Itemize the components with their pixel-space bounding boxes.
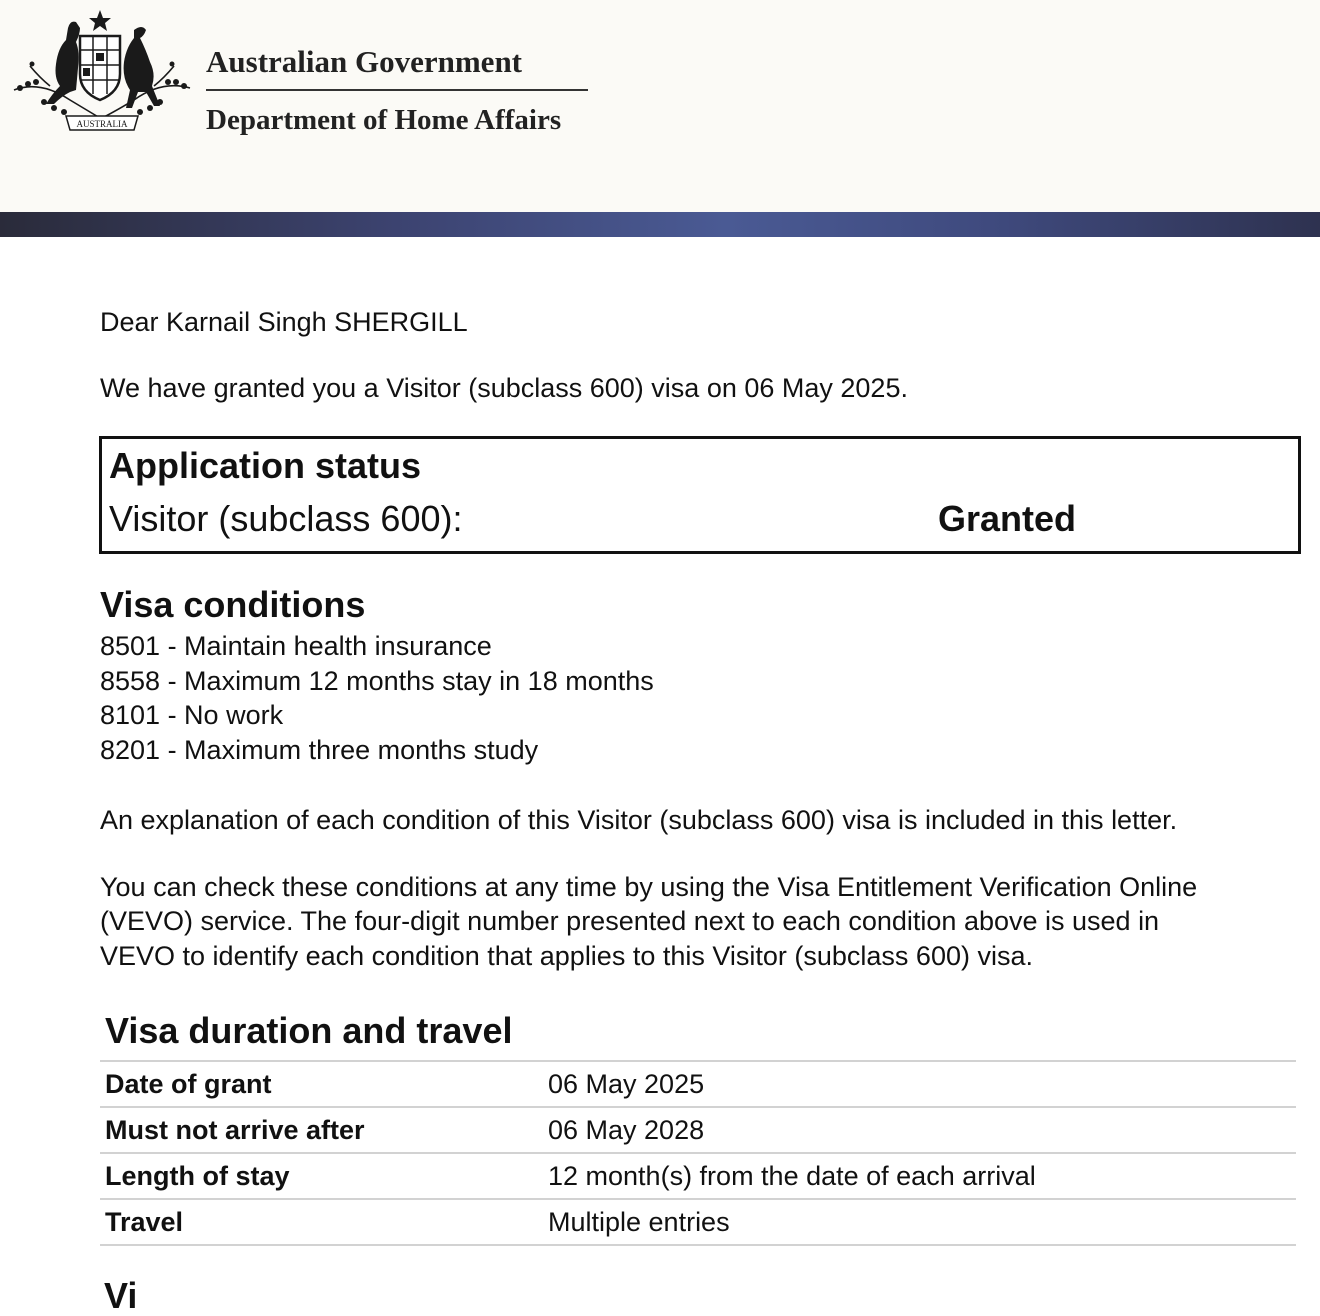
row-label: Travel: [100, 1199, 543, 1245]
row-value: 12 month(s) from the date of each arrival: [543, 1153, 1296, 1199]
row-value: Multiple entries: [543, 1199, 1296, 1245]
salutation: Dear Karnail Singh SHERGILL: [100, 307, 468, 337]
grant-sentence: We have granted you a Visitor (subclass 600) visa on 06 May 2025.: [100, 373, 908, 403]
application-status-box: [99, 436, 1301, 554]
table-row: [100, 1107, 1296, 1153]
crest-scroll-text: AUSTRALIA: [76, 119, 128, 129]
vevo-line: You can check these conditions at any time by using the Visa Entitlement Verification Online: [100, 872, 1198, 902]
vevo-line: VEVO to identify each condition that applies to this Visitor (subclass 600) visa.: [100, 941, 1033, 971]
row-label: Date of grant: [100, 1061, 543, 1107]
visa-conditions-heading: Visa conditions: [100, 584, 366, 625]
visa-duration-heading: Visa duration and travel: [105, 1010, 513, 1051]
letterhead: [0, 0, 1320, 212]
table-row: [100, 1199, 1296, 1245]
row-value: 06 May 2025: [543, 1061, 1296, 1107]
department-name: Department of Home Affairs: [206, 104, 562, 136]
condition-item: 8101 - No work: [100, 700, 284, 731]
government-name: Australian Government: [206, 44, 523, 79]
next-section-heading-partial: Vi: [104, 1275, 138, 1316]
visa-type-label: Visitor (subclass 600):: [109, 498, 463, 539]
table-row: [100, 1153, 1296, 1199]
condition-item: 8501 - Maintain health insurance: [100, 631, 492, 661]
status-value: Granted: [938, 498, 1077, 539]
condition-item: 8558 - Maximum 12 months stay in 18 months: [100, 665, 654, 696]
coat-of-arms-icon: [10, 8, 194, 140]
condition-item: 8201 - Maximum three months study: [100, 735, 539, 766]
row-label: Must not arrive after: [100, 1107, 543, 1153]
letterhead-rule: [206, 89, 588, 91]
row-value: 06 May 2028: [543, 1107, 1296, 1153]
conditions-list: [100, 629, 654, 768]
table-row: [100, 1061, 1296, 1107]
header-band: [0, 212, 1320, 237]
visa-duration-table: [100, 1060, 1296, 1246]
vevo-line: (VEVO) service. The four-digit number presented next to each condition above is used in: [100, 906, 1160, 936]
application-status-title: Application status: [109, 445, 422, 486]
conditions-explanation: An explanation of each condition of this Visitor (subclass 600) visa is included in this letter.: [100, 805, 1178, 835]
row-label: Length of stay: [100, 1153, 543, 1199]
